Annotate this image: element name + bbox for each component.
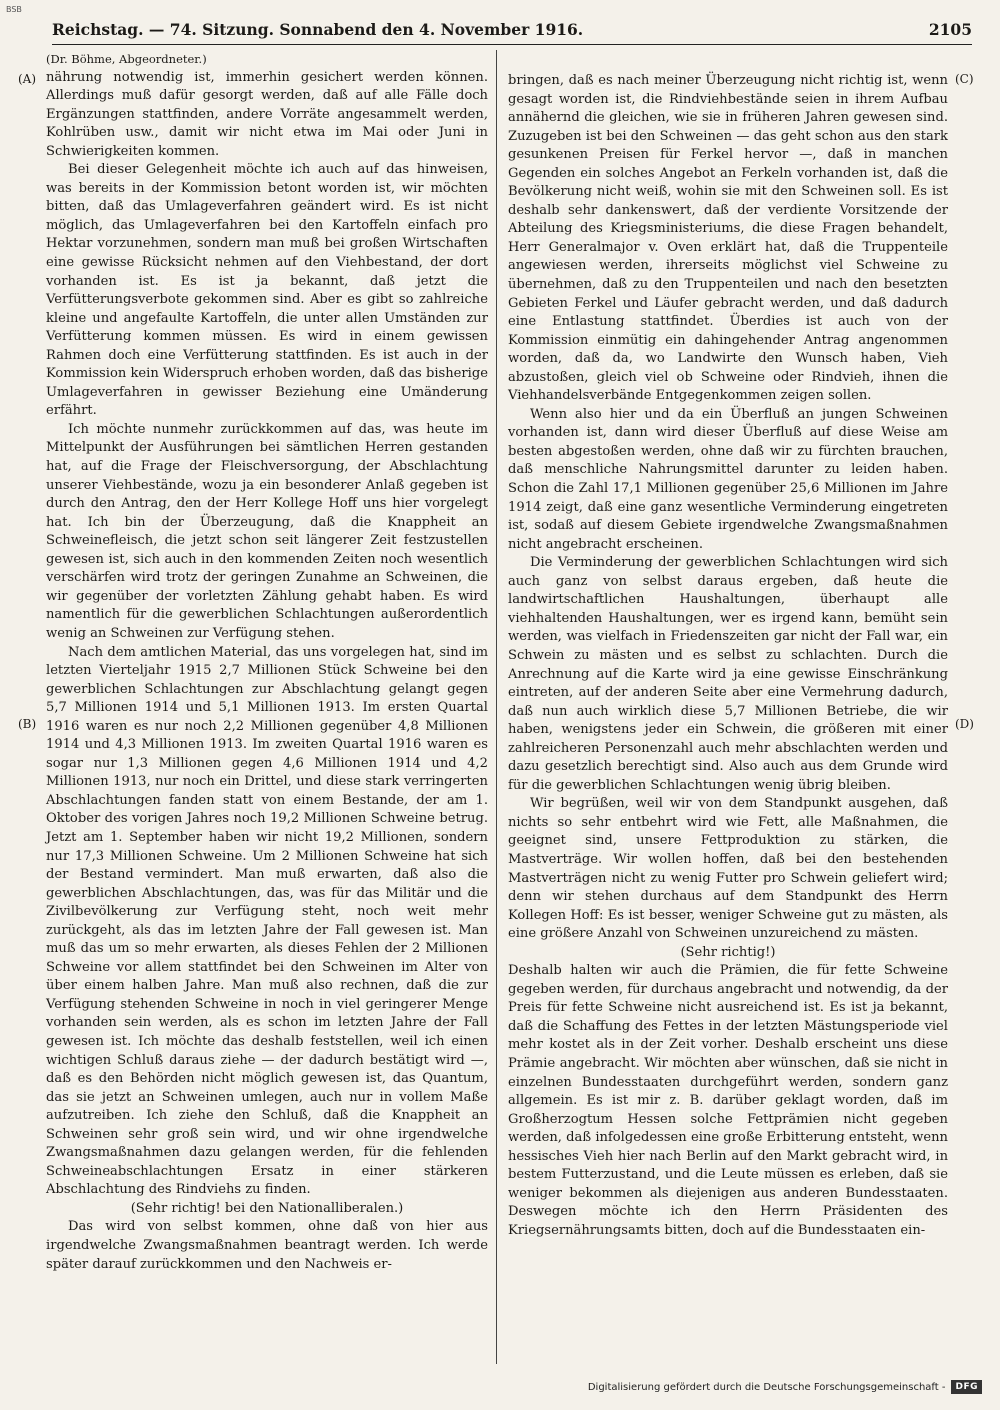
paragraph: Nach dem amtlichen Material, das uns vorgelegen hat, sind im letzten Vierteljahr 1915 2,7 Millionen Stück Schweine bei den gewerblichen Schlachtungen zur Abschlachtung gelangt gegen 5,7 Millionen 1914 und 5,1 Millionen 1913. Im ersten Quartal 1916 waren es nur noch 2,2 Millionen gegenüber 4,8 Millionen 1914 und 4,3 Millionen 1913. Im zweiten Quartal 1916 waren es sogar nur 1,3 Millionen gegen 4,6 Millionen 1914 und 4,2 Millionen 1913, nur noch ein Drittel, und diese stark verringerten Abschlachtungen fanden statt von einem Bestande, der am 1. Oktober des vorigen Jahres noch 19,2 Millionen Schweine betrug. Jetzt am 1. September haben wir nicht 19,2 Millionen, sondern nur 17,3 Millionen Schweine. Um 2 Millionen Schweine hat sich der Bestand vermindert. Man muß erwarten, daß also die gewerblichen Abschlachtungen, das, was für das Militär und die Zivilbevölkerung zur Verfügung steht, noch weit mehr zurückgeht, als das im letzten Jahre der Fall gewesen ist. Man muß das um so mehr erwarten, als dieses Fehlen der 2 Millionen Schweine vor allem stattfindet bei den Schweinen im Alter von über einem halben Jahre. Man muß also rechnen, daß die zur Verfügung stehenden Schweine in noch in viel geringerer Menge vorhanden sein werden, als es schon im letzten Jahre der Fall gewesen ist. Ich möchte das deshalb feststellen, weil ich einen wichtigen Schluß daraus ziehe — der dadurch bestätigt wird —, daß es den Behörden nicht möglich gewesen ist, das Quantum, das sie jetzt an Schweinen umlegen, auch nur in vollem Maße aufzutreiben. Ich ziehe den Schluß, daß die Knappheit an Schweinen sehr groß sein wird, und wir ohne irgendwelche Zwangsmaßnahmen dazu gelangen werden, für die fehlenden Schweineabschlachtungen Ersatz in einer stärkeren Abschlachtung des Rindviehs zu finden. <box>46 644 488 1198</box>
paragraph: Das wird von selbst kommen, ohne daß von hier aus irgendwelche Zwangsmaßnahmen beantragt werden. Ich werde später darauf zurückkommen und den Nachweis er- <box>46 1219 488 1272</box>
running-header <box>52 18 972 45</box>
header-title: Reichstag. — 74. Sitzung. Sonnabend den 4. November 1916. <box>52 20 584 39</box>
footer-text: Digitalisierung gefördert durch die Deutsche Forschungsgemeinschaft - <box>587 1381 946 1393</box>
margin-marker-a: (A) <box>18 72 37 86</box>
speaker-attribution: (Dr. Böhme, Abgeordneter.) <box>46 52 207 66</box>
paragraph: Die Verminderung der gewerblichen Schlachtungen wird sich auch ganz von selbst daraus ergeben, daß heute die landwirtschaftlichen Haushaltungen, überhaupt alle viehhaltenden Haushaltungen, wer es irgend kann, bemüht sein werden, was vielfach in Friedenszeiten gar nicht der Fall war, ein Schwein zu mästen und es selbst zu schlachten. Durch die Anrechnung auf die Karte wird ja eine gewisse Einschränkung eintreten, auf der anderen Seite aber eine Vermehrung dadurch, daß nun auch wirklich diese 5,7 Millionen Betriebe, die wir haben, wenigstens jeder ein Schwein, die größeren mit einer zahlreicheren Personenzahl auch mehr abschlachten werden und dazu gesetzlich berechtigt sind. Also auch aus dem Grunde wird für die gewerblichen Schlachtungen wenig übrig bleiben. <box>508 555 948 793</box>
paragraph: nährung notwendig ist, immerhin gesichert werden können. Allerdings muß dafür gesorgt werden, daß auf alle Fälle doch Ergänzungen stattfinden, andere Vorräte angesammelt werden, Kohlrüben usw., damit wir nicht etwa im Mai oder Juni in Schwierigkeiten kommen. <box>46 69 488 159</box>
margin-marker-c: (C) <box>955 72 974 86</box>
column-divider <box>496 50 497 1364</box>
paragraph: Bei dieser Gelegenheit möchte ich auch auf das hinweisen, was bereits in der Kommission betont worden ist, wir möchten bitten, daß das Umlageverfahren geändert wird. Es ist nicht möglich, das Umlageverfahren bei den Kartoffeln einfach pro Hektar vorzunehmen, sondern man muß bei großen Wirtschaften eine gewisse Rücksicht nehmen auf den Viehbestand, der dort vorhanden ist. Es ist ja bekannt, daß jetzt die Verfütterungsverbote gekommen sind. Aber es gibt so zahlreiche kleine und angefaulte Kartoffeln, die unter allen Umständen zur Verfütterung kommen müssen. Es wird in einem gewissen Rahmen doch eine Verfütterung stattfinden. Es ist auch in der Kommission kein Widerspruch erhoben worden, daß das bisherige Umlageverfahren in gewisser Beziehung eine Umänderung erfährt. <box>46 162 488 419</box>
paragraph: Wenn also hier und da ein Überfluß an jungen Schweinen vorhanden ist, dann wird dieser Überfluß auf diese Weise am besten abgestoßen werden, ohne daß wir zu fürchten brauchen, daß menschliche Nahrungsmittel darunter zu leiden haben. Schon die Zahl 17,1 Millionen gegenüber 25,6 Millionen im Jahre 1914 zeigt, daß eine ganz wesentliche Verminderung eingetreten ist, sodaß auf diesem Gebiete irgendwelche Zwangsmaßnahmen nicht angebracht erscheinen. <box>508 406 948 552</box>
margin-marker-b: (B) <box>18 717 37 731</box>
interjection: (Sehr richtig!) <box>680 944 776 960</box>
paragraph: Deshalb halten wir auch die Prämien, die für fette Schweine gegeben werden, für durchaus angebracht und notwendig, da der Preis für fette Schweine nicht ausreichend ist. Es ist ja bekannt, daß die Schaffung des Fettes in der letzten Mästungsperiode viel mehr kostet als in der Zeit vorher. Deshalb erscheint uns diese Prämie angebracht. Wir möchten aber wünschen, daß sie nicht in einzelnen Bundesstaaten durchgeführt werden, sondern ganz allgemein. Es ist mir z. B. darüber geklagt worden, daß im Großherzogtum Hessen solche Fettprämien nicht gegeben werden, daß infolgedessen eine große Erbitterung entsteht, wenn hessisches Vieh hier nach Berlin auf den Markt gebracht wird, in bestem Futterzustand, und die Leute müssen es erleben, daß sie weniger bekommen als diejenigen aus anderen Bundesstaaten. Deswegen möchte ich den Herrn Präsidenten des Kriegsernährungsamts bitten, doch auf die Bundesstaaten ein- <box>508 963 948 1238</box>
digitization-footer <box>588 1378 982 1396</box>
library-mark: BSB <box>6 5 22 14</box>
right-column <box>508 72 948 1240</box>
interjection: (Sehr richtig! bei den Nationalliberalen.) <box>130 1200 404 1216</box>
dfg-logo: DFG <box>951 1380 982 1394</box>
paragraph: Ich möchte nunmehr zurückkommen auf das, was heute im Mittelpunkt der Ausführungen bei sämtlichen Herren gestanden hat, auf die Frage der Fleischversorgung, der Abschlachtung unserer Viehbestände, wozu ja ein besonderer Anlaß gegeben ist durch den Antrag, den der Herr Kollege Hoff uns hier vorgelegt hat. Ich bin der Überzeugung, daß die Knappheit an Schweinefleisch, die jetzt schon seit längerer Zeit festzustellen gewesen ist, sich auch in den kommenden Zeiten noch wesentlich verschärfen wird trotz der geringen Zunahme an Schweinen, die wir gegenüber der vorletzten Zählung gehabt haben. Es wird namentlich für die gewerblichen Schlachtungen außerordentlich wenig an Schweinen zur Verfügung stehen. <box>46 421 488 641</box>
page-number: 2105 <box>928 20 972 39</box>
paragraph: bringen, daß es nach meiner Überzeugung nicht richtig ist, wenn gesagt worden ist, die Rindviehbestände seien in ihrem Aufbau annähernd die gleichen, wie sie in früheren Jahren gewesen sind. Zuzugeben ist bei den Schweinen — das geht schon aus den stark gesunkenen Preisen für Ferkel hervor —, daß in manchen Gegenden ein solches Angebot an Ferkeln vorhanden ist, daß die Bevölkerung nicht weiß, wohin sie mit den Schweinen soll. Es ist deshalb sehr dankenswert, daß der verdiente Vorsitzende der Abteilung des Kriegsministeriums, die diese Fragen behandelt, Herr Generalmajor v. Oven erklärt hat, daß die Truppenteile angewiesen werden, ihrerseits möglichst viel Schweine zu übernehmen, daß zu den Truppenteilen und nach den besetzten Gebieten Ferkel und Läufer gebracht werden, und daß dadurch eine Entlastung stattfindet. Überdies ist auch von der Kommission einmütig ein dahingehender Antrag angenommen worden, daß da, wo Landwirte den Wunsch haben, Vieh abzustoßen, gleich viel ob Schweine oder Rindvieh, ihnen die Viehhandelsverbände Entgegenkommen zeigen sollen. <box>508 73 948 404</box>
paragraph: Wir begrüßen, weil wir von dem Standpunkt ausgehen, daß nichts so sehr entbehrt wird wie Fett, alle Maßnahmen, die geeignet sind, unsere Fettproduktion zu stärken, die Mastverträge. Wir wollen hoffen, daß bei den bestehenden Mastverträgen nicht zu wenig Futter pro Schwein geliefert wird; denn wir stehen durchaus auf dem Standpunkt des Herrn Kollegen Hoff: Es ist besser, weniger Schweine gut zu mästen, als eine größere Anzahl von Schweinen unzureichend zu mästen. <box>508 796 948 942</box>
left-column <box>46 50 488 1274</box>
margin-marker-d: (D) <box>955 717 974 731</box>
